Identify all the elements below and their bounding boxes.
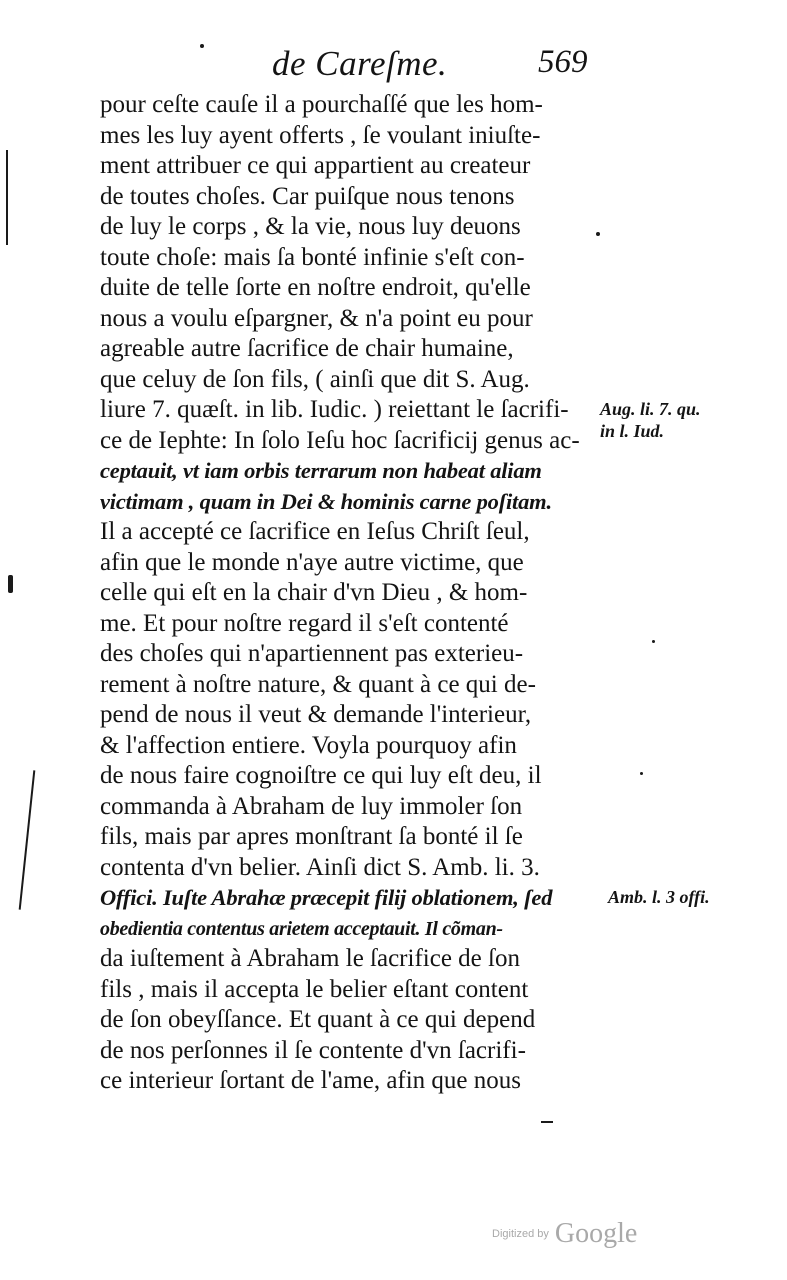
text-line: & l'affection entiere. Voyla pourquoy afin — [100, 731, 517, 759]
body-text — [100, 90, 600, 1097]
text-line: Il a accepté ce ſacrifice en Ieſus Chriſt ſeul, — [100, 518, 530, 545]
latin-quote-line: ceptauit, vt iam orbis terrarum non habeat aliam — [100, 458, 542, 483]
margin-note-line: Aug. li. 7. qu. — [600, 399, 701, 419]
text-line: celle qui eſt en la chair d'vn Dieu , & hom- — [100, 579, 528, 606]
latin-quote-line: victimam , quam in Dei & hominis carne poſitam. — [100, 488, 552, 514]
latin-quote-line: Offici. Iuſte Abrahæ præcepit filij oblationem, ſed — [100, 885, 553, 910]
scan-dash — [541, 1121, 553, 1123]
scan-dot — [652, 640, 655, 643]
watermark-prefix: Digitized by — [492, 1228, 549, 1240]
text-line: que celuy de ſon fils, ( ainſi que dit S. Aug. — [100, 365, 530, 393]
margin-note-line: in l. Iud. — [600, 421, 665, 441]
text-line: de nos perſonnes il ſe contente d'vn ſacrifi- — [100, 1036, 526, 1064]
text-line: nous a voulu eſpargner, & n'a point eu pour — [100, 304, 533, 332]
text-line: fils , mais il accepta le belier eſtant content — [100, 975, 529, 1003]
text-line: fils, mais par apres monſtrant ſa bonté il ſe — [100, 823, 523, 850]
margin-note-augustine — [600, 398, 701, 442]
text-line: rement à noſtre nature, & quant à ce qui de- — [100, 670, 536, 698]
text-line: de ſon obeyſſance. Et quant à ce qui depend — [100, 1006, 536, 1033]
text-line: toute choſe: mais ſa bonté infinie s'eſt con- — [100, 243, 525, 271]
text-line: de nous faire cognoiſtre ce qui luy eſt deu, il — [100, 762, 542, 789]
scan-dot — [596, 232, 600, 236]
scan-mark-left — [8, 575, 13, 593]
text-line: des choſes qui n'apartiennent pas exterieu- — [100, 640, 524, 667]
text-line: de toutes choſes. Car puiſque nous tenons — [100, 182, 515, 210]
text-line: pour ceſte cauſe il a pourchaſſé que les hom- — [100, 91, 543, 118]
page-number: 569 — [538, 44, 588, 80]
text-line: ce interieur ſortant de l'ame, afin que nous — [100, 1067, 522, 1094]
text-line: pend de nous il veut & demande l'interieur, — [100, 701, 532, 728]
google-logo: Google — [554, 1218, 638, 1249]
text-line: da iuſtement à Abraham le ſacrifice de ſon — [100, 945, 520, 972]
scan-mark-left — [6, 150, 8, 245]
running-title: de Careſme. — [272, 44, 448, 83]
text-line: agreable autre ſacrifice de chair humaine, — [100, 335, 514, 362]
text-line: de luy le corps , & la vie, nous luy deuons — [100, 213, 521, 240]
text-line: afin que le monde n'aye autre victime, que — [100, 548, 524, 576]
scan-dot — [640, 772, 643, 775]
scan-mark-left — [19, 770, 36, 909]
text-line: liure 7. quæſt. in lib. Iudic. ) reiettant le ſacrifi- — [100, 396, 569, 423]
text-line: mes les luy ayent offerts , ſe voulant iniuſte- — [100, 121, 541, 149]
text-line: commanda à Abraham de luy immoler ſon — [100, 792, 523, 820]
margin-note-ambrose: Amb. l. 3 offi. — [608, 887, 710, 907]
digitized-watermark — [492, 1218, 637, 1250]
text-line: ce de Iephte: In ſolo Ieſu hoc ſacrificij genus ac- — [100, 426, 580, 454]
text-line: contenta d'vn belier. Ainſi dict S. Amb. li. 3. — [100, 853, 540, 881]
latin-quote-line: obedientia contentus arietem acceptauit. Il cõman- — [100, 917, 503, 940]
scan-dot — [200, 44, 204, 48]
text-line: ment attribuer ce qui appartient au createur — [100, 152, 531, 179]
text-line: me. Et pour noſtre regard il s'eſt contenté — [100, 609, 509, 637]
text-line: duite de telle ſorte en noſtre endroit, qu'elle — [100, 274, 531, 301]
